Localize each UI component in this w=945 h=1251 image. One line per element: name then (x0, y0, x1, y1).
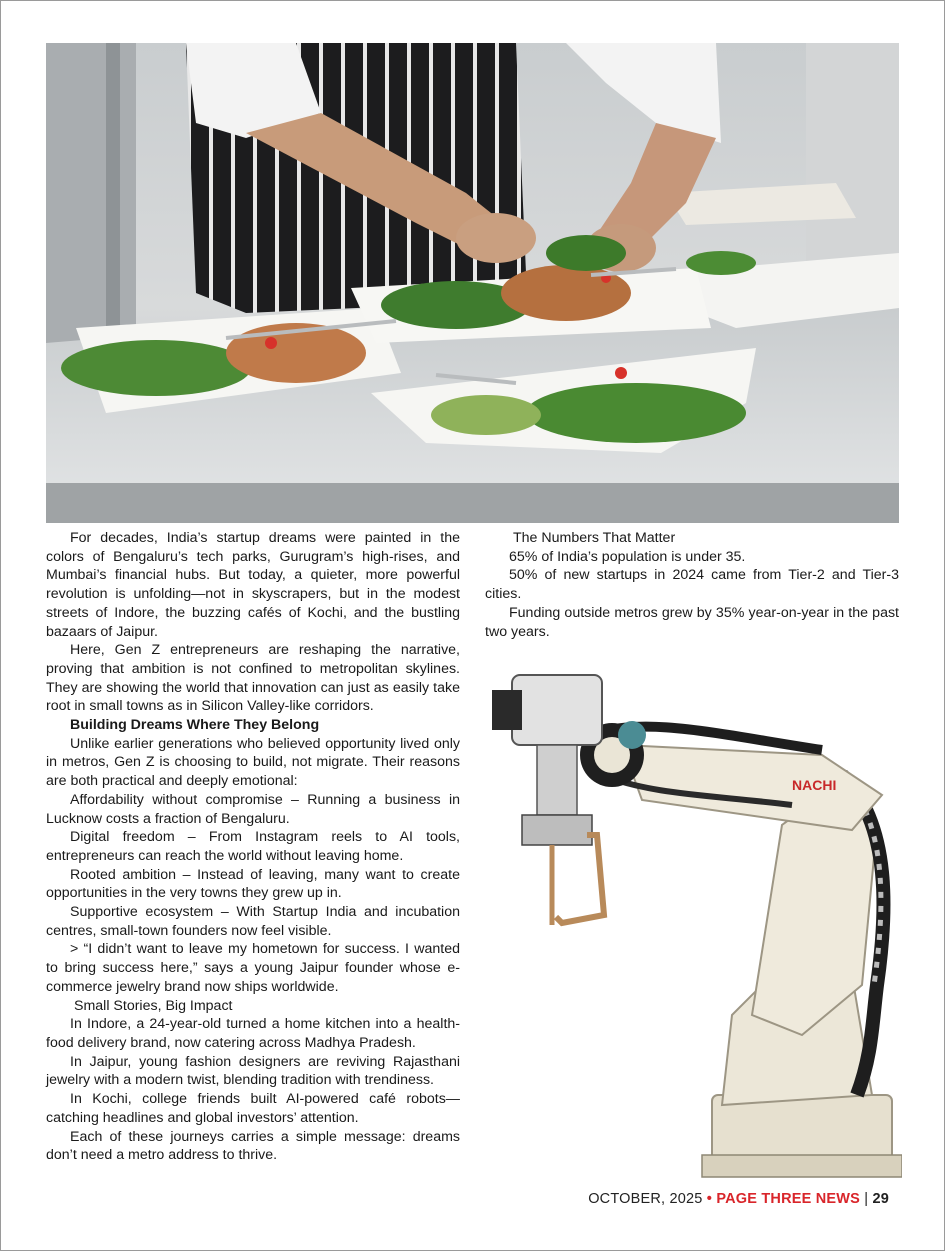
paragraph-ecosystem: Supportive ecosystem – With Startup India and incubation centres, small-town founders now feel visible. (46, 904, 460, 939)
paragraph-indore: In Indore, a 24-year-old turned a home kitchen into a health-food delivery brand, now catering across Madhya Pradesh. (46, 1016, 460, 1051)
paragraph-generations: Unlike earlier generations who believed opportunity lived only in metros, Gen Z is choosing to build, not migrate. Their reasons are both practical and deeply emotional: (46, 735, 460, 790)
hero-photo (46, 43, 899, 523)
paragraph-digital-freedom: Digital freedom – From Instagram reels to AI tools, entrepreneurs can reach the world without leaving home. (46, 829, 460, 864)
footer-date: OCTOBER, 2025 (588, 1191, 703, 1207)
paragraph-jaipur: In Jaipur, young fashion designers are reviving Rajasthani jewelry with a modern twist, blending tradition with trendiness. (46, 1053, 460, 1089)
paragraph-kochi: In Kochi, college friends built AI-powered café robots—catching headlines and global investors’ attention. (46, 1091, 460, 1126)
numbers-heading: The Numbers That Matter (513, 530, 676, 546)
svg-text:NACHI: NACHI (792, 777, 837, 793)
left-column (46, 529, 460, 1165)
robot-arm-photo (492, 655, 902, 1180)
stat-startups: 50% of new startups in 2024 came from Tier-2 and Tier-3 cities. (485, 567, 899, 603)
right-column (485, 529, 899, 641)
paragraph-rooted-ambition: Rooted ambition – Instead of leaving, many want to create opportunities in the very towns they grew up in. (46, 866, 460, 902)
pull-quote: > “I didn’t want to leave my hometown for success. I wanted to bring success here,” says a young Jaipur founder whose e-commerce jewelry brand now ships worldwide. (46, 941, 460, 995)
robot-arm-illustration (492, 655, 902, 1180)
page-footer (588, 1191, 889, 1207)
stat-funding: Funding outside metros grew by 35% year-on-year in the past two years. (485, 604, 899, 640)
footer-divider: | (864, 1191, 869, 1207)
footer-separator: • (706, 1191, 713, 1207)
section-heading-small-stories: Small Stories, Big Impact (74, 997, 233, 1014)
paragraph-gen-z: Here, Gen Z entrepreneurs are reshaping the narrative, proving that ambition is not confined to metropolitan skylines. They are showing the world that innovation can just as easily take root in small towns as in Silicon Valley-like corridors. (46, 642, 460, 715)
paragraph-affordability: Affordability without compromise – Running a business in Lucknow costs a fraction of Bengaluru. (46, 791, 460, 827)
footer-page-number: 29 (872, 1191, 889, 1207)
stat-population: 65% of India’s population is under 35. (509, 548, 746, 565)
chef-plating-illustration (46, 43, 899, 523)
footer-publication: PAGE THREE NEWS (716, 1191, 861, 1207)
paragraph-intro: For decades, India’s startup dreams were painted in the colors of Bengaluru’s tech parks, Gurugram’s high-rises, and Mumbai’s financial hubs. But today, a quieter, more powerful revolution is unfolding—not in skyscrapers, but in the modest streets of Indore, the buzzing cafés of Kochi, and the bustling bazaars of Jaipur. (46, 530, 460, 640)
section-heading-building-dreams: Building Dreams Where They Belong (70, 717, 320, 734)
paragraph-conclusion: Each of these journeys carries a simple message: dreams don’t need a metro address to thrive. (46, 1128, 460, 1164)
